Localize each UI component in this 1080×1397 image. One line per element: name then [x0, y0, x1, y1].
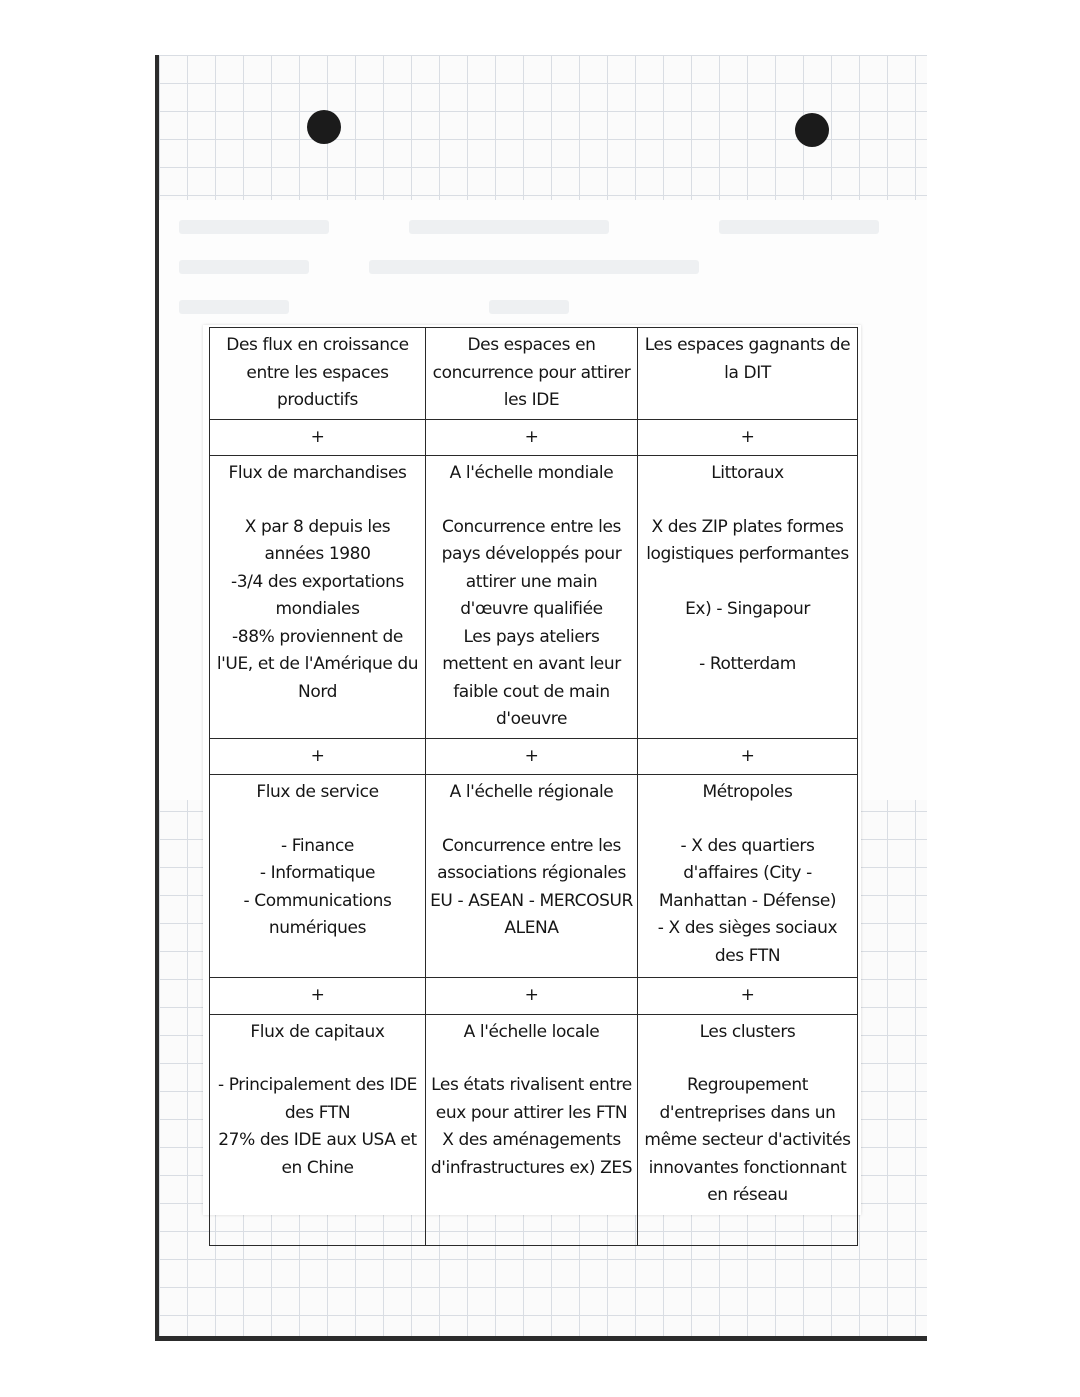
cell-line: Les pays ateliers mettent en avant leur faible cout de main d'oeuvre	[442, 626, 621, 729]
table-cell	[210, 456, 426, 739]
cell-line: 27% des IDE aux USA et en Chine	[218, 1130, 417, 1178]
plus-sign: +	[638, 978, 858, 1015]
cell-title: Les clusters	[699, 1021, 796, 1042]
cell-title: A l'échelle locale	[463, 1021, 600, 1042]
cell-title: Métropoles	[702, 782, 793, 802]
cell-title: A l'échelle mondiale	[449, 463, 614, 483]
cell-line: -88% proviennent de l'UE, et de l'Amérique du Nord	[216, 626, 419, 702]
plus-sign: +	[638, 419, 858, 456]
plus-sign: +	[210, 419, 426, 456]
table-cell	[638, 456, 858, 739]
cell-line: Concurrence entre les pays développés pour attirer une main d'œuvre qualifiée	[441, 516, 622, 619]
plus-sign: +	[210, 978, 426, 1015]
cell-line: - Rotterdam	[699, 654, 796, 674]
header-cell: Les espaces gagnants de la DIT	[638, 328, 858, 420]
cell-title: A l'échelle régionale	[449, 782, 614, 802]
table-row	[210, 775, 858, 978]
plus-row	[210, 738, 858, 775]
plus-sign: +	[426, 978, 638, 1015]
cell-title: Flux de capitaux	[250, 1021, 385, 1042]
cell-line: Regroupement d'entreprises dans un même secteur d'activités innovantes fonctionnant en réseau	[644, 1075, 851, 1205]
table-cell	[210, 775, 426, 978]
cell-line: - Principalement des IDE des FTN	[217, 1075, 418, 1123]
table-cell	[638, 775, 858, 978]
punch-hole-right	[795, 113, 829, 147]
table-cell	[638, 1014, 858, 1245]
cell-line: - X des sièges sociaux des FTN	[657, 918, 838, 966]
plus-sign: +	[426, 419, 638, 456]
table-cell	[426, 1014, 638, 1245]
plus-row	[210, 978, 858, 1015]
cell-line: X des ZIP plates formes logistiques performantes	[646, 516, 849, 564]
cell-line: Les états rivalisent entre eux pour attirer les FTN	[431, 1075, 632, 1123]
punch-hole-left	[307, 110, 341, 144]
plus-sign: +	[210, 738, 426, 775]
summary-table	[209, 327, 858, 1246]
cell-line: - Finance	[281, 835, 354, 856]
header-cell: Des espaces en concurrence pour attirer les IDE	[426, 328, 638, 420]
plus-row	[210, 419, 858, 456]
cell-title: Littoraux	[711, 463, 784, 483]
plus-sign: +	[638, 738, 858, 775]
cell-line: X par 8 depuis les années 1980	[244, 516, 391, 564]
table-cell	[426, 456, 638, 739]
cell-line: X des aménagements d'infrastructures ex) ZES	[430, 1130, 633, 1178]
plus-sign: +	[426, 738, 638, 775]
cell-line: - X des quartiers d'affaires (City - Manhattan - Défense)	[658, 835, 837, 911]
cell-title: Flux de marchandises	[228, 463, 407, 483]
table-row	[210, 1014, 858, 1245]
cell-line: Ex) - Singapour	[685, 599, 810, 619]
cell-line	[642, 569, 853, 597]
table-cell	[426, 775, 638, 978]
table-row	[210, 456, 858, 739]
cell-line: - Informatique	[259, 863, 376, 883]
table-cell	[210, 1014, 426, 1245]
pasted-table-sheet	[203, 325, 861, 1215]
table-header-row	[210, 328, 858, 420]
cell-line: - Communications numériques	[243, 890, 392, 938]
header-cell: Des flux en croissance entre les espaces productifs	[210, 328, 426, 420]
cell-line: Concurrence entre les associations régionales EU - ASEAN - MERCOSUR ALENA	[430, 835, 633, 938]
cell-title: Flux de service	[256, 782, 379, 802]
cell-line	[642, 624, 853, 652]
cell-line: -3/4 des exportations mondiales	[231, 571, 404, 619]
